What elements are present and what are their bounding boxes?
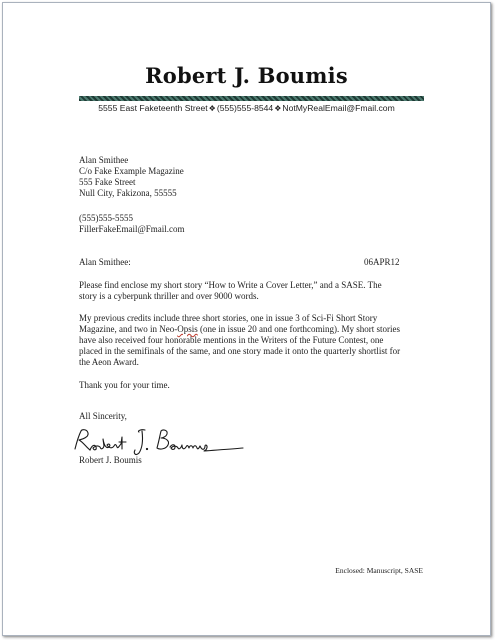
paragraph-line: My previous credits include three short stories, one in issue 3 of Sci-Fi Short Story	[79, 313, 378, 323]
signer-name: Robert J. Boumis	[79, 455, 142, 465]
recipient-line: Alan Smithee	[79, 155, 129, 165]
letterhead-email: NotMyRealEmail@Fmail.com	[282, 103, 395, 113]
recipient-line: C/o Fake Example Magazine	[79, 166, 184, 176]
letterhead-rule	[79, 96, 424, 101]
letterhead-address: 5555 East Faketeenth Street	[98, 103, 208, 113]
text-run: Magazine, and two in Neo-	[79, 324, 178, 334]
letterhead-contact-line	[3, 103, 490, 113]
paragraph-line: story is a cyberpunk thriller and over 9000 words.	[79, 291, 259, 301]
recipient-address-block	[79, 155, 184, 199]
recipient-line: Null City, Fakizona, 55555	[79, 188, 177, 198]
recipient-contact-block	[79, 213, 185, 235]
paragraph-line: the Aeon Award.	[79, 357, 139, 367]
letter-page	[2, 2, 491, 636]
enclosure-note: Enclosed: Manuscript, SASE	[335, 566, 423, 575]
closing: All Sincerity,	[79, 411, 127, 421]
paragraph-line: have also received four honorable mentions in the Writers of the Future Contest, one	[79, 335, 384, 345]
diamond-separator-icon: ❖	[274, 104, 282, 113]
paragraph-line: Please find enclose my short story “How to Write a Cover Letter,” and a SASE. The	[79, 280, 382, 290]
paragraph-intro	[79, 280, 424, 302]
diamond-separator-icon: ❖	[208, 104, 216, 113]
handwritten-signature	[67, 423, 247, 459]
recipient-email: FillerFakeEmail@Fmail.com	[79, 224, 185, 234]
paragraph-line: placed in the semifinals of the same, and one story made it onto the quarterly shortlist for	[79, 346, 401, 356]
recipient-phone: (555)555-5555	[79, 213, 133, 223]
paragraph-credits	[79, 313, 424, 368]
paragraph-line	[79, 324, 424, 335]
letterhead-name: Robert J. Boumis	[145, 63, 348, 88]
misspelled-word: Opsis	[177, 324, 198, 334]
letterhead-phone: (555)555-8544	[216, 103, 274, 113]
recipient-line: 555 Fake Street	[79, 177, 136, 187]
text-run: (one in issue 20 and one forthcoming). My short stories	[197, 324, 400, 334]
salutation: Alan Smithee:	[79, 257, 131, 267]
letter-date: 06APR12	[364, 257, 400, 267]
paragraph-thanks: Thank you for your time.	[79, 380, 170, 390]
